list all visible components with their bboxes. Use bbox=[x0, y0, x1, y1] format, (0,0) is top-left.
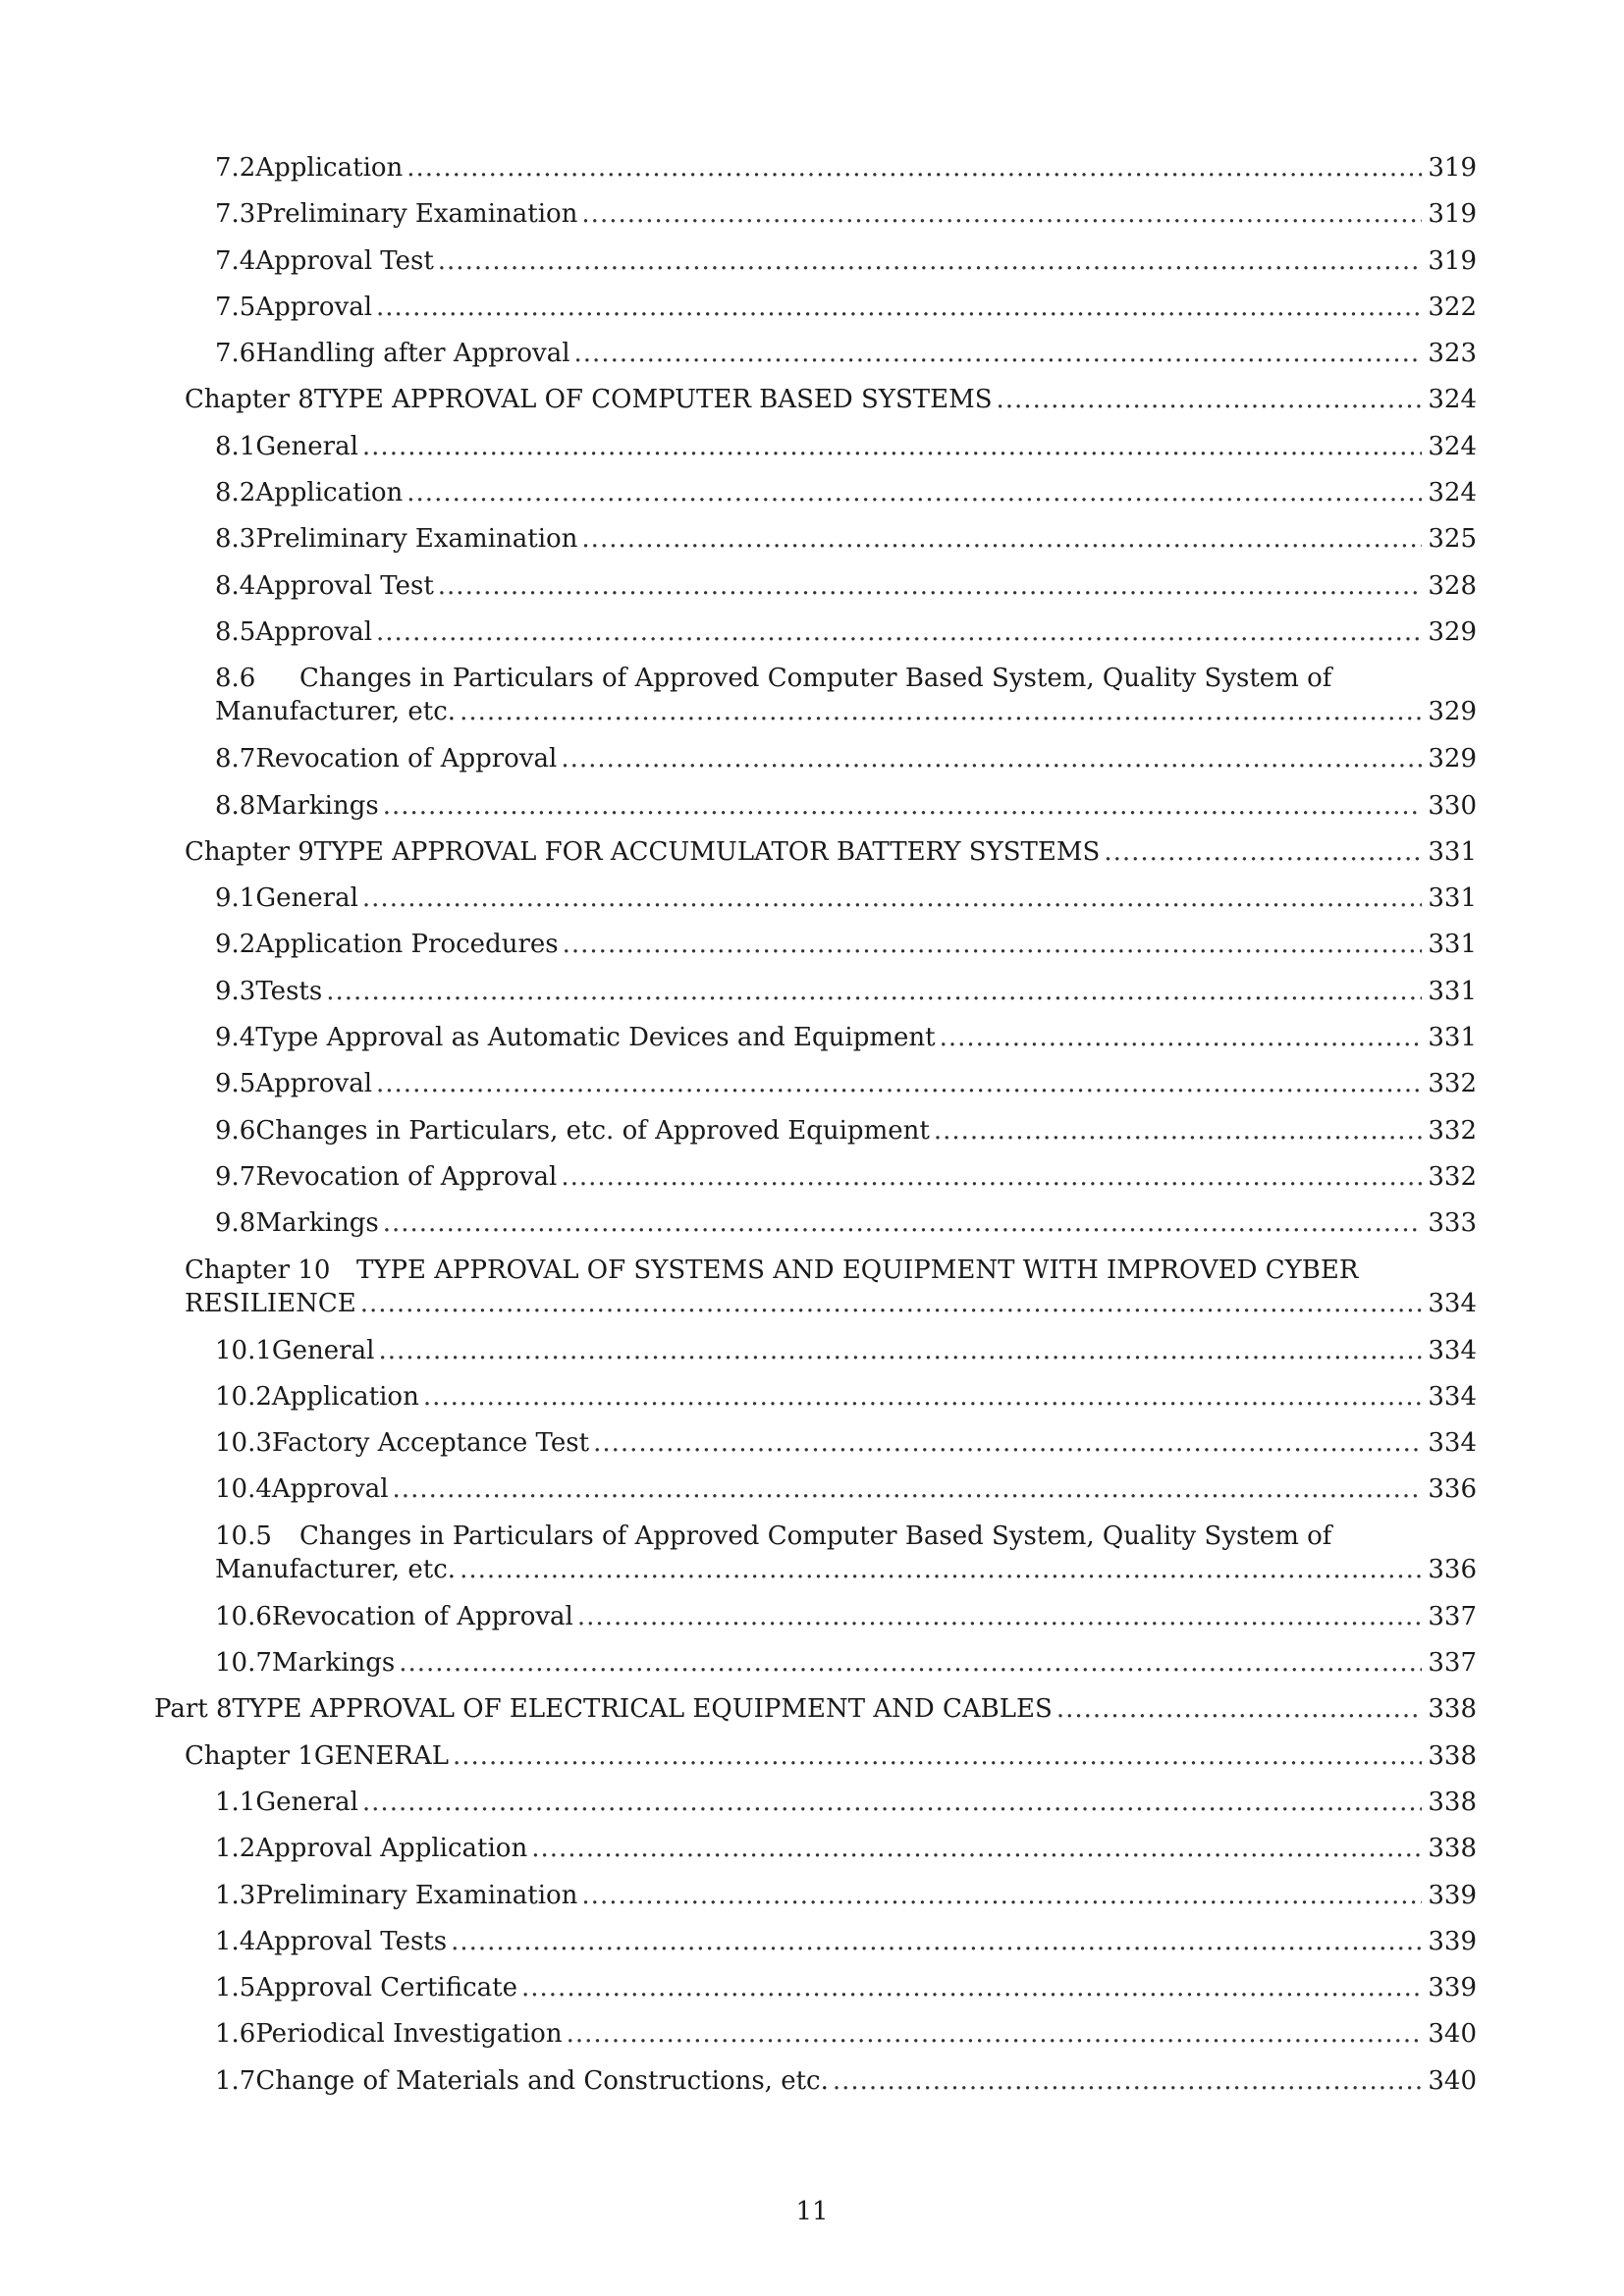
toc-entry-title: General bbox=[255, 883, 358, 914]
toc-entry-line bbox=[215, 1116, 1477, 1146]
toc-entry-number: 9.4 bbox=[215, 1023, 256, 1053]
toc-entry-number: Part 8 bbox=[154, 1694, 233, 1725]
toc-entry-title: Approval bbox=[255, 292, 373, 322]
toc-entry-number: Chapter 1 bbox=[185, 1740, 314, 1771]
toc-entry-number: 9.2 bbox=[215, 930, 256, 960]
toc-entry-title: Revocation of Approval bbox=[271, 1601, 573, 1631]
toc-entry-title: Changes in Particulars of Approved Computer Based System, Quality System of bbox=[299, 1521, 1332, 1551]
toc-entry-number: 7.4 bbox=[215, 245, 256, 276]
toc-entry-number: 10.4 bbox=[215, 1474, 272, 1505]
toc-entry-title: Approval Certificate bbox=[255, 1973, 517, 2003]
toc-entry-number: 9.7 bbox=[215, 1161, 256, 1192]
toc-entry-page: 331 bbox=[1428, 836, 1477, 867]
toc-entry-page: 319 bbox=[1428, 153, 1477, 183]
toc-entry-line bbox=[185, 837, 1477, 867]
toc-entry-page: 338 bbox=[1428, 1694, 1477, 1725]
toc-entry-line bbox=[215, 1788, 1477, 1817]
toc-entry-number: 9.5 bbox=[215, 1069, 256, 1099]
toc-entry-title: Application bbox=[271, 1381, 419, 1412]
toc-leader-dots bbox=[451, 1927, 1422, 1956]
toc-entry-number: 10.6 bbox=[215, 1601, 272, 1631]
toc-entry-page: 332 bbox=[1428, 1115, 1477, 1146]
toc-leader-dots bbox=[581, 1881, 1422, 1910]
toc-entry-page: 337 bbox=[1428, 1601, 1477, 1631]
toc-entry-title: General bbox=[271, 1335, 375, 1365]
toc-entry-page: 322 bbox=[1428, 292, 1477, 322]
toc-entry-number: 8.3 bbox=[215, 524, 256, 555]
toc-entry-page: 337 bbox=[1428, 1648, 1477, 1679]
toc-entry-number: 9.1 bbox=[215, 883, 256, 914]
toc-entry-number: 10.3 bbox=[215, 1428, 272, 1459]
toc-entry[interactable] bbox=[0, 1021, 1624, 1067]
toc-entry-title: Approval Tests bbox=[255, 1926, 448, 1956]
toc-entry-number: 1.1 bbox=[215, 1787, 256, 1817]
toc-entry-title-continued: Manufacturer, etc. bbox=[215, 1554, 457, 1584]
toc-entry-line bbox=[185, 1289, 1477, 1318]
toc-leader-dots bbox=[561, 744, 1422, 774]
toc-entry-number: 9.3 bbox=[215, 976, 256, 1006]
toc-leader-dots bbox=[1104, 837, 1422, 867]
toc-entry-title: Approval Application bbox=[255, 1834, 528, 1864]
toc-entry-title: Application Procedures bbox=[255, 930, 559, 960]
toc-entry-title: Factory Acceptance Test bbox=[271, 1428, 590, 1459]
toc-entry-title: TYPE APPROVAL OF ELECTRICAL EQUIPMENT AND CABLES bbox=[232, 1694, 1053, 1725]
toc-entry-page: 331 bbox=[1428, 883, 1477, 914]
toc-entry-page: 329 bbox=[1428, 744, 1477, 774]
toc-entry-title: Change of Materials and Constructions, etc. bbox=[255, 2065, 829, 2096]
toc-entry-line bbox=[215, 1428, 1477, 1458]
toc-leader-dots bbox=[997, 385, 1423, 414]
toc-leader-dots bbox=[383, 1208, 1423, 1238]
toc-entry-page: 333 bbox=[1428, 1208, 1477, 1239]
toc-entry[interactable] bbox=[0, 789, 1624, 835]
toc-entry-line bbox=[185, 1741, 1477, 1771]
toc-leader-dots bbox=[376, 1069, 1422, 1098]
toc-entry-line bbox=[215, 1069, 1477, 1098]
toc-entry-title: Periodical Investigation bbox=[255, 2019, 563, 2050]
toc-entry-title: Type Approval as Automatic Devices and Equipment bbox=[255, 1023, 936, 1053]
toc-entry-line bbox=[185, 1255, 1358, 1285]
toc-entry-page: 319 bbox=[1428, 245, 1477, 276]
toc-entry-page: 329 bbox=[1428, 616, 1477, 647]
toc-entry-title: Markings bbox=[255, 1208, 379, 1239]
toc-entry-page: 331 bbox=[1428, 976, 1477, 1006]
toc-entry-number: 9.6 bbox=[215, 1115, 256, 1146]
toc-entry-title: Tests bbox=[255, 976, 323, 1006]
toc-entry[interactable] bbox=[0, 1472, 1624, 1519]
toc-entry-number: 1.5 bbox=[215, 1973, 256, 2003]
toc-entry-title: Application bbox=[255, 478, 404, 508]
toc-leader-dots bbox=[940, 1023, 1423, 1052]
toc-entry-title: Changes in Particulars, etc. of Approved Equipment bbox=[255, 1115, 930, 1146]
toc-leader-dots bbox=[360, 1289, 1423, 1318]
toc-entry[interactable] bbox=[0, 383, 1624, 429]
toc-entry[interactable] bbox=[0, 975, 1624, 1021]
toc-entry-line bbox=[215, 1162, 1477, 1192]
toc-entry-line bbox=[215, 478, 1477, 507]
toc-entry-number: 8.2 bbox=[215, 478, 256, 508]
toc-entry-title: General bbox=[255, 1787, 358, 1817]
toc-leader-dots bbox=[376, 617, 1422, 647]
toc-entry-title: Revocation of Approval bbox=[255, 1161, 558, 1192]
toc-entry-title: General bbox=[255, 431, 358, 461]
toc-entry[interactable] bbox=[0, 1832, 1624, 1878]
toc-leader-dots bbox=[383, 791, 1423, 821]
toc-entry-page: 336 bbox=[1428, 1554, 1477, 1584]
toc-entry-number: 8.8 bbox=[215, 790, 256, 821]
toc-entry-line bbox=[215, 432, 1477, 461]
toc-entry-line bbox=[215, 1474, 1477, 1504]
toc-entry-page: 339 bbox=[1428, 1880, 1477, 1910]
toc-entry-page: 339 bbox=[1428, 1926, 1477, 1956]
toc-leader-dots bbox=[393, 1474, 1423, 1504]
toc-entry-page: 338 bbox=[1428, 1740, 1477, 1771]
toc-leader-dots bbox=[438, 571, 1423, 601]
toc-leader-dots bbox=[406, 153, 1422, 183]
toc-entry-page: 331 bbox=[1428, 930, 1477, 960]
toc-entry-page: 332 bbox=[1428, 1161, 1477, 1192]
toc-leader-dots bbox=[362, 883, 1422, 913]
toc-entry-line bbox=[215, 1555, 1477, 1584]
toc-leader-dots bbox=[934, 1116, 1423, 1146]
toc-entry-page: 319 bbox=[1428, 199, 1477, 230]
toc-entry-page: 325 bbox=[1428, 524, 1477, 555]
toc-entry[interactable] bbox=[0, 151, 1624, 197]
toc-entry[interactable] bbox=[0, 1067, 1624, 1113]
toc-entry-title: TYPE APPROVAL OF COMPUTER BASED SYSTEMS bbox=[313, 385, 993, 415]
toc-leader-dots bbox=[362, 432, 1422, 461]
toc-entry-line bbox=[215, 664, 1331, 693]
toc-entry-line bbox=[215, 883, 1477, 913]
toc-entry-line bbox=[215, 293, 1477, 322]
toc-entry-page: 334 bbox=[1428, 1381, 1477, 1412]
toc-entry[interactable] bbox=[0, 1879, 1624, 1925]
toc-entry[interactable] bbox=[0, 1520, 1624, 1600]
toc-entry-number: 8.4 bbox=[215, 570, 256, 601]
toc-entry-number: Chapter 10 bbox=[185, 1255, 331, 1285]
toc-entry-number: 10.1 bbox=[215, 1335, 272, 1365]
toc-entry-page: 338 bbox=[1428, 1834, 1477, 1864]
toc-leader-dots bbox=[574, 339, 1423, 368]
toc-entry-line bbox=[215, 2066, 1477, 2096]
toc-entry-line bbox=[215, 1648, 1477, 1678]
toc-entry[interactable] bbox=[0, 430, 1624, 476]
toc-entry-number: 7.3 bbox=[215, 199, 256, 230]
toc-entry-line bbox=[215, 1927, 1477, 1956]
toc-entry[interactable] bbox=[0, 835, 1624, 881]
toc-leader-dots bbox=[326, 977, 1422, 1006]
toc-entry-title: Preliminary Examination bbox=[255, 199, 578, 230]
toc-entry-number: Chapter 9 bbox=[185, 836, 314, 867]
toc-entry-line bbox=[215, 617, 1477, 647]
toc-entry-title: Approval bbox=[271, 1474, 389, 1505]
toc-entry-page: 324 bbox=[1428, 478, 1477, 508]
toc-entry[interactable] bbox=[0, 337, 1624, 383]
toc-entry-page: 332 bbox=[1428, 1069, 1477, 1099]
toc-entry[interactable] bbox=[0, 2064, 1624, 2110]
toc-entry[interactable] bbox=[0, 522, 1624, 568]
toc-entry-line bbox=[215, 2019, 1477, 2049]
toc-entry-line bbox=[215, 791, 1477, 821]
toc-entry[interactable] bbox=[0, 1206, 1624, 1253]
toc-leader-dots bbox=[438, 246, 1423, 276]
toc-entry-page: 334 bbox=[1428, 1335, 1477, 1365]
toc-entry[interactable] bbox=[0, 1971, 1624, 2017]
toc-entry-number: 1.4 bbox=[215, 1926, 256, 1956]
page-number: 11 bbox=[795, 2197, 829, 2226]
toc-entry-number: 8.7 bbox=[215, 744, 256, 774]
toc-entry-page: 340 bbox=[1428, 2065, 1477, 2096]
toc-entry[interactable] bbox=[0, 197, 1624, 243]
toc-leader-dots bbox=[581, 199, 1422, 229]
toc-entry-line bbox=[185, 385, 1477, 414]
toc-entry-number: 7.6 bbox=[215, 339, 256, 369]
toc-entry-number: 10.7 bbox=[215, 1648, 272, 1679]
toc-entry-page: 323 bbox=[1428, 339, 1477, 369]
toc-entry-number: 9.8 bbox=[215, 1208, 256, 1239]
toc-entry-title-continued: RESILIENCE bbox=[185, 1288, 356, 1318]
toc-entry-line bbox=[215, 1382, 1477, 1412]
toc-entry[interactable] bbox=[0, 569, 1624, 615]
toc-entry-number: 1.6 bbox=[215, 2019, 256, 2050]
toc-entry[interactable] bbox=[0, 1114, 1624, 1160]
toc-entry-line bbox=[215, 744, 1477, 774]
toc-entry-number: 8.6 bbox=[215, 664, 256, 694]
toc-entry-number: 8.5 bbox=[215, 616, 256, 647]
toc-entry[interactable] bbox=[0, 476, 1624, 522]
toc-leader-dots bbox=[593, 1428, 1422, 1458]
toc-entry-page: 339 bbox=[1428, 1973, 1477, 2003]
toc-entry[interactable] bbox=[0, 615, 1624, 662]
toc-entry-title: TYPE APPROVAL FOR ACCUMULATOR BATTERY SYSTEMS bbox=[313, 836, 1101, 867]
toc-entry-title: Approval bbox=[255, 1069, 373, 1099]
toc-leader-dots bbox=[423, 1382, 1423, 1412]
toc-entry-number: 1.7 bbox=[215, 2065, 256, 2096]
toc-entry[interactable] bbox=[0, 1739, 1624, 1786]
toc-entry[interactable] bbox=[0, 244, 1624, 291]
toc-entry-line bbox=[215, 1973, 1477, 2002]
toc-entry[interactable] bbox=[0, 1254, 1624, 1334]
toc-entry[interactable] bbox=[0, 928, 1624, 974]
toc-entry-title: Preliminary Examination bbox=[255, 524, 578, 555]
toc-entry-title-continued: Manufacturer, etc. bbox=[215, 697, 457, 727]
toc-entry[interactable] bbox=[0, 1692, 1624, 1738]
toc-entry-line bbox=[215, 1881, 1477, 1910]
toc-entry[interactable] bbox=[0, 662, 1624, 742]
toc-entry-title: Revocation of Approval bbox=[255, 744, 558, 774]
toc-entry-page: 340 bbox=[1428, 2019, 1477, 2050]
toc-entry[interactable] bbox=[0, 1334, 1624, 1380]
toc-entry[interactable] bbox=[0, 291, 1624, 337]
toc-leader-dots bbox=[563, 930, 1423, 959]
toc-entry-page: 324 bbox=[1428, 385, 1477, 415]
toc-entry-line bbox=[215, 1834, 1477, 1863]
toc-entry-title: GENERAL bbox=[313, 1740, 449, 1771]
toc-leader-dots bbox=[406, 478, 1422, 507]
toc-leader-dots bbox=[561, 1162, 1422, 1192]
toc-leader-dots bbox=[531, 1834, 1422, 1863]
toc-leader-dots bbox=[1056, 1694, 1423, 1724]
toc-entry-page: 338 bbox=[1428, 1787, 1477, 1817]
toc-entry-page: 334 bbox=[1428, 1288, 1477, 1318]
toc-entry-title: Approval bbox=[255, 616, 373, 647]
toc-entry-number: Chapter 8 bbox=[185, 385, 314, 415]
toc-entry-title: TYPE APPROVAL OF SYSTEMS AND EQUIPMENT WITH IMPROVED CYBER bbox=[356, 1255, 1359, 1285]
toc-entry[interactable] bbox=[0, 1646, 1624, 1692]
toc-entry-line bbox=[215, 697, 1477, 726]
toc-entry-line bbox=[215, 524, 1477, 554]
toc-entry-page: 334 bbox=[1428, 1428, 1477, 1459]
toc-entry-line bbox=[215, 1023, 1477, 1052]
toc-leader-dots bbox=[453, 1741, 1422, 1771]
toc-entry-line bbox=[215, 1602, 1477, 1631]
toc-entry-page: 336 bbox=[1428, 1474, 1477, 1505]
toc-leader-dots bbox=[581, 524, 1422, 554]
toc-entry-page: 331 bbox=[1428, 1023, 1477, 1053]
toc-entry-title: Changes in Particulars of Approved Computer Based System, Quality System of bbox=[299, 664, 1332, 694]
toc-entry-line bbox=[215, 1208, 1477, 1238]
toc-entry-title: Handling after Approval bbox=[255, 339, 570, 369]
toc-entry-number: 8.1 bbox=[215, 431, 256, 461]
toc-entry[interactable] bbox=[0, 742, 1624, 788]
toc-entry[interactable] bbox=[0, 1160, 1624, 1206]
toc-entry-line bbox=[215, 571, 1477, 601]
toc-leader-dots bbox=[399, 1648, 1422, 1678]
toc-entry-line bbox=[154, 1694, 1477, 1724]
toc-entry[interactable] bbox=[0, 2017, 1624, 2063]
toc-entry[interactable] bbox=[0, 1786, 1624, 1832]
toc-leader-dots bbox=[460, 697, 1422, 726]
toc-leader-dots bbox=[577, 1602, 1422, 1631]
toc-entry[interactable] bbox=[0, 1380, 1624, 1426]
toc-entry[interactable] bbox=[0, 1925, 1624, 1971]
toc-entry-title: Approval Test bbox=[255, 570, 434, 601]
toc-entry-line bbox=[215, 199, 1477, 229]
toc-entry[interactable] bbox=[0, 1600, 1624, 1646]
toc-entry-number: 10.5 bbox=[215, 1521, 272, 1551]
toc-entry-number: 7.2 bbox=[215, 153, 256, 183]
toc-entry-line bbox=[215, 930, 1477, 959]
toc-entry-number: 1.2 bbox=[215, 1834, 256, 1864]
toc-entry-page: 328 bbox=[1428, 570, 1477, 601]
toc-entry-line bbox=[215, 339, 1477, 368]
toc-entry-line bbox=[215, 153, 1477, 183]
toc-entry-title: Approval Test bbox=[255, 245, 434, 276]
toc-leader-dots bbox=[521, 1973, 1422, 2002]
toc-leader-dots bbox=[460, 1555, 1422, 1584]
toc-leader-dots bbox=[833, 2066, 1422, 2096]
toc-entry-title: Application bbox=[255, 153, 404, 183]
toc-leader-dots bbox=[378, 1336, 1422, 1365]
toc-entry-line bbox=[215, 1522, 1331, 1551]
toc-entry-line bbox=[215, 1336, 1477, 1365]
toc-entry-title: Markings bbox=[255, 790, 379, 821]
toc-entry-title: Markings bbox=[271, 1648, 396, 1679]
toc-entry-line bbox=[215, 977, 1477, 1006]
toc-entry[interactable] bbox=[0, 1426, 1624, 1472]
toc-entry-number: 10.2 bbox=[215, 1381, 272, 1412]
toc-entry-page: 329 bbox=[1428, 697, 1477, 727]
toc-leader-dots bbox=[362, 1788, 1422, 1817]
toc-entry-number: 7.5 bbox=[215, 292, 256, 322]
toc-entry-number: 1.3 bbox=[215, 1880, 256, 1910]
toc-entry-line bbox=[215, 246, 1477, 276]
table-of-contents bbox=[0, 151, 1624, 2110]
toc-leader-dots bbox=[567, 2019, 1423, 2049]
toc-leader-dots bbox=[376, 293, 1422, 322]
toc-entry-page: 330 bbox=[1428, 790, 1477, 821]
toc-entry-page: 324 bbox=[1428, 431, 1477, 461]
toc-entry[interactable] bbox=[0, 881, 1624, 928]
toc-entry-title: Preliminary Examination bbox=[255, 1880, 578, 1910]
